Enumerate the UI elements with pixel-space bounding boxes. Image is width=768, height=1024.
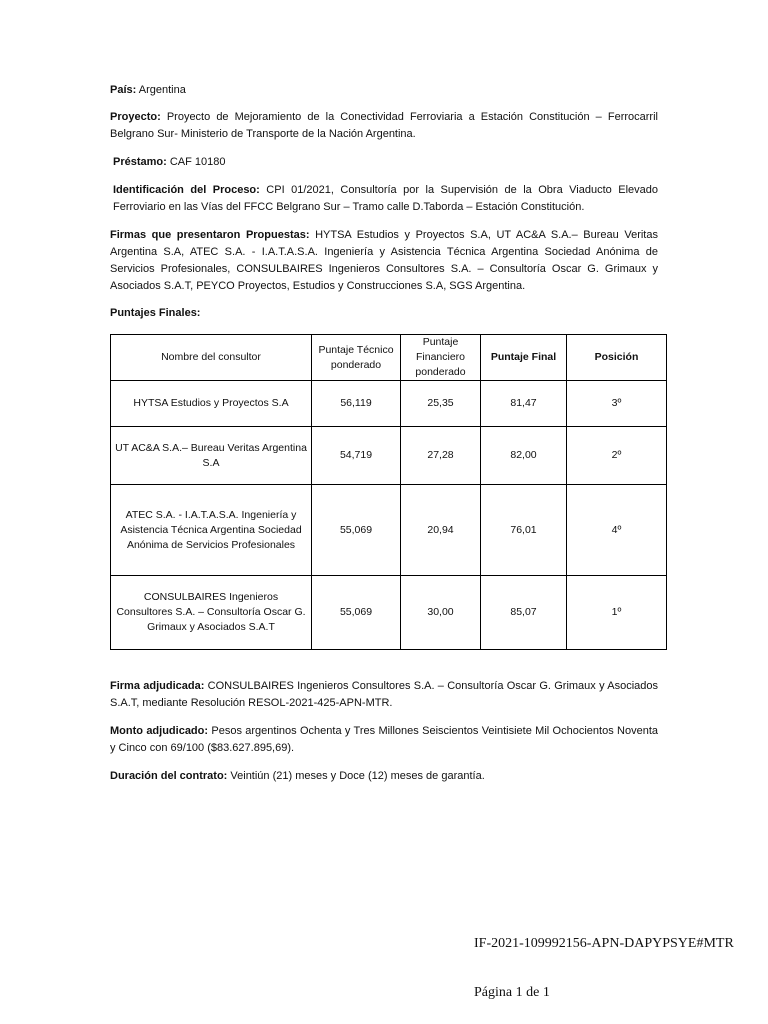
proyecto-label: Proyecto: [110,111,161,123]
cell-posicion: 3º [567,381,667,427]
cell-posicion: 4º [567,485,667,576]
cell-posicion: 1º [567,576,667,650]
header-posicion: Posición [567,335,667,381]
cell-tecnico: 56,119 [312,381,401,427]
cell-posicion: 2º [567,427,667,485]
pais-value: Argentina [136,84,186,96]
firmas-value: HYTSA Estudios y Proyectos S.A, UT AC&A S.A.– Bureau Veritas Argentina S.A, ATEC S.A. - I.A.T.A.S.A. Ingeniería y Asistencia Técnica Argentina Sociedad Anónima de Servicios Profesionales, CONSULBAIRES Ingenieros Consultores S.A. – Consultoría Oscar G. Grimaux y Asociados S.A.T, PEYCO Proyectos, Estudios y Construcciones S.A, SGS Argentina. [110,229,658,292]
header-financiero: Puntaje Financiero ponderado [401,335,481,381]
cell-consultor: ATEC S.A. - I.A.T.A.S.A. Ingeniería y Asistencia Técnica Argentina Sociedad Anónima de Servicios Profesionales [111,485,312,576]
pais-label: País: [110,84,137,96]
puntajes-title: Puntajes Finales: [110,307,201,319]
document-id: IF-2021-109992156-APN-DAPYPSYE#MTR [474,936,734,951]
firmas-paragraph [110,227,658,295]
table-row [111,381,667,427]
cell-financiero: 25,35 [401,381,481,427]
duracion-label: Duración del contrato: [110,770,228,782]
duracion-paragraph [110,768,658,785]
cell-financiero: 30,00 [401,576,481,650]
prestamo-value: CAF 10180 [166,156,226,168]
cell-tecnico: 55,069 [312,576,401,650]
table-row [111,576,667,650]
cell-final: 85,07 [481,576,567,650]
monto-paragraph [110,723,658,757]
cell-consultor: UT AC&A S.A.– Bureau Veritas Argentina S.A [111,427,312,485]
cell-financiero: 20,94 [401,485,481,576]
header-consultor: Nombre del consultor [111,335,312,381]
page-number: Página 1 de 1 [474,985,550,1000]
cell-tecnico: 55,069 [312,485,401,576]
cell-financiero: 27,28 [401,427,481,485]
award-section [110,678,658,785]
monto-value: Pesos argentinos Ochenta y Tres Millones Seiscientos Veintisiete Mil Ochocientos Noventa y Cinco con 69/100 ($83.627.895,69). [110,725,658,754]
identificacion-paragraph [110,182,658,216]
duracion-value: Veintiún (21) meses y Doce (12) meses de garantía. [227,770,485,782]
identificacion-value: CPI 01/2021, Consultoría por la Supervisión de la Obra Viaducto Elevado Ferroviario en las Vías del FFCC Belgrano Sur – Tramo calle D.Taborda – Estación Constitución. [113,184,659,213]
firmas-label: Firmas que presentaron Propuestas: [110,229,310,241]
identificacion-label: Identificación del Proceso: [113,184,260,196]
table-row [111,427,667,485]
table-header-row [111,335,667,381]
prestamo-paragraph [110,154,658,171]
proyecto-value: Proyecto de Mejoramiento de la Conectividad Ferroviaria a Estación Constitución – Ferrocarril Belgrano Sur- Ministerio de Transporte de la Nación Argentina. [110,111,658,140]
cell-consultor: HYTSA Estudios y Proyectos S.A [111,381,312,427]
cell-final: 82,00 [481,427,567,485]
document-body [110,82,658,785]
header-tecnico: Puntaje Técnico ponderado [312,335,401,381]
firma-adjudicada-paragraph [110,678,658,712]
cell-final: 76,01 [481,485,567,576]
cell-final: 81,47 [481,381,567,427]
cell-consultor: CONSULBAIRES Ingenieros Consultores S.A. – Consultoría Oscar G. Grimaux y Asociados S.A.T [111,576,312,650]
prestamo-label: Préstamo: [113,156,167,168]
puntajes-title-paragraph [110,305,658,322]
proyecto-paragraph [110,109,658,143]
pais-paragraph [110,82,658,99]
cell-tecnico: 54,719 [312,427,401,485]
firma-adjudicada-label: Firma adjudicada: [110,680,205,692]
puntajes-table [110,334,667,650]
monto-label: Monto adjudicado: [110,725,209,737]
header-final: Puntaje Final [481,335,567,381]
firma-adjudicada-value: CONSULBAIRES Ingenieros Consultores S.A. – Consultoría Oscar G. Grimaux y Asociados S.A.T, mediante Resolución RESOL-2021-425-APN-MTR. [110,680,658,709]
table-row [111,485,667,576]
